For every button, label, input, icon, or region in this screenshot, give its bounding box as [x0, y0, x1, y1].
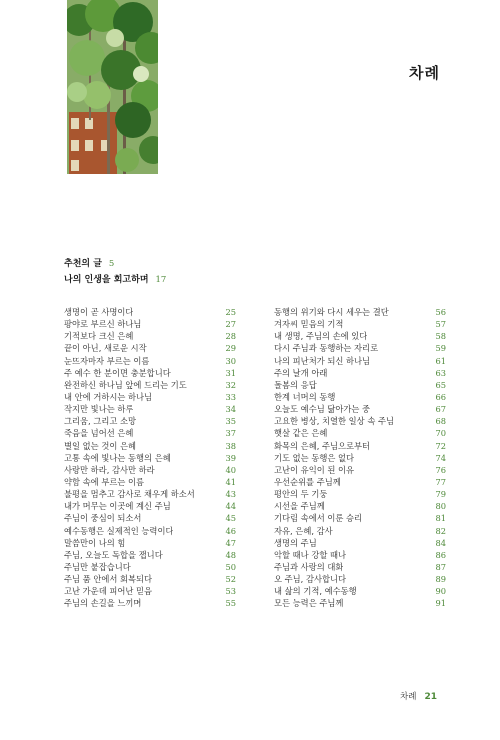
entry-page: 28 [225, 331, 236, 342]
toc-entry [64, 415, 236, 427]
entry-title: 내 삶의 기적, 예수동행 [274, 586, 357, 597]
toc-entry [64, 500, 236, 512]
entry-page: 84 [435, 537, 446, 548]
entry-title: 겨자씨 믿음의 기적 [274, 319, 344, 330]
toc-entry [274, 452, 446, 464]
toc-entry [274, 525, 446, 537]
entry-page: 31 [225, 367, 236, 378]
entry-title: 다시 주님과 동행하는 자리로 [274, 343, 379, 354]
entry-page: 70 [435, 428, 446, 439]
entry-page: 44 [225, 501, 236, 512]
toc-entry [274, 415, 446, 427]
toc-entry [64, 561, 236, 573]
entry-page: 41 [225, 476, 236, 487]
entry-title: 주님 품 안에서 회복되다 [64, 574, 153, 585]
toc-entry-foreword [64, 256, 166, 272]
entry-page: 81 [435, 513, 446, 524]
entry-page: 46 [225, 525, 236, 536]
entry-title: 주님만 붙잡습니다 [64, 561, 131, 572]
entry-title: 나의 인생을 회고하며 [64, 275, 149, 285]
entry-page: 65 [435, 379, 446, 390]
entry-page: 77 [435, 476, 446, 487]
toc-entry [64, 549, 236, 561]
entry-title: 주님이 중심이 되소서 [64, 513, 142, 524]
entry-title: 기적보다 크신 은혜 [64, 331, 134, 342]
entry-page: 80 [435, 501, 446, 512]
entry-title: 사랑만 하라, 감사만 하라 [64, 464, 155, 475]
toc-entry [64, 488, 236, 500]
intro-list [64, 256, 166, 288]
entry-page: 67 [435, 404, 446, 415]
toc-entry [64, 355, 236, 367]
entry-title: 오늘도 예수님 닮아가는 중 [274, 404, 371, 415]
entry-page: 37 [225, 428, 236, 439]
entry-page: 55 [225, 598, 236, 609]
entry-title: 모든 능력은 주님께 [274, 598, 344, 609]
entry-page: 86 [435, 549, 446, 560]
entry-page: 48 [225, 549, 236, 560]
entry-page: 53 [225, 586, 236, 597]
entry-title: 내가 머무는 이곳에 계신 주님 [64, 501, 171, 512]
toc-entry-retrospect [64, 272, 166, 288]
page-footer [400, 690, 437, 702]
toc-entry [274, 561, 446, 573]
entry-title: 생명이 곧 사명이다 [64, 307, 134, 317]
entry-title: 생명의 주님 [274, 537, 317, 548]
toc-entry [274, 573, 446, 585]
entry-title: 별일 없는 것이 은혜 [64, 440, 137, 451]
toc-entry [274, 585, 446, 597]
entry-page: 89 [435, 574, 446, 585]
entry-page: 39 [225, 452, 236, 463]
entry-page: 30 [225, 355, 236, 366]
entry-title: 내 생명, 주님의 손에 있다 [274, 331, 368, 342]
toc-entry [274, 318, 446, 330]
toc-entry [274, 476, 446, 488]
entry-title: 주 예수 한 분이면 충분합니다 [64, 367, 171, 378]
entry-page: 68 [435, 416, 446, 427]
entry-title: 기다림 속에서 이룬 승리 [274, 513, 363, 524]
entry-page: 63 [435, 367, 446, 378]
entry-page: 34 [225, 404, 236, 415]
toc-entry [274, 355, 446, 367]
entry-page: 90 [435, 586, 446, 597]
toc-entry [274, 306, 446, 318]
entry-title: 시선을 주님께 [274, 501, 325, 512]
entry-page: 38 [225, 440, 236, 451]
toc-entry [64, 525, 236, 537]
entry-title: 자유, 은혜, 감사 [274, 525, 333, 536]
entry-title: 말씀만이 나의 힘 [64, 537, 126, 548]
toc-entry [64, 573, 236, 585]
toc-entry [64, 585, 236, 597]
toc-entry [274, 597, 446, 609]
toc-entry [274, 488, 446, 500]
entry-title: 나의 피난처가 되신 하나님 [274, 355, 371, 366]
entry-title: 우선순위를 주님께 [274, 476, 341, 487]
entry-page: 43 [225, 489, 236, 500]
entry-page: 76 [435, 464, 446, 475]
entry-page: 5 [108, 259, 115, 269]
toc-entry [274, 427, 446, 439]
toc-entry [64, 597, 236, 609]
entry-page: 58 [435, 331, 446, 342]
toc-entry [64, 440, 236, 452]
toc-entry [64, 427, 236, 439]
toc-entry [64, 330, 236, 342]
entry-title: 주님과 사랑의 대화 [274, 561, 344, 572]
toc-entry [64, 512, 236, 524]
entry-title: 약함 속에 부르는 이름 [64, 476, 145, 487]
entry-title: 끝이 아닌, 새로운 시작 [64, 343, 147, 354]
entry-title: 주의 날개 아래 [274, 367, 328, 378]
entry-page: 27 [225, 319, 236, 330]
page-number: 21 [424, 692, 437, 702]
entry-page: 87 [435, 561, 446, 572]
entry-title: 죽음을 넘어선 은혜 [64, 428, 134, 439]
entry-page: 57 [435, 319, 446, 330]
entry-page: 74 [435, 452, 446, 463]
entry-page: 32 [225, 379, 236, 390]
entry-title: 동행의 위기와 다시 세우는 결단 [274, 307, 389, 317]
toc-entry [274, 367, 446, 379]
entry-title: 추천의 글 [64, 259, 102, 269]
entry-page: 17 [155, 275, 167, 285]
entry-title: 팡야로 부르신 하나님 [64, 319, 142, 330]
entry-title: 햇살 같은 은혜 [274, 428, 328, 439]
entry-page: 40 [225, 464, 236, 475]
entry-page: 72 [435, 440, 446, 451]
entry-title: 눈뜨자마자 부르는 이름 [64, 355, 150, 366]
entry-title: 고난 가운데 피어난 믿음 [64, 586, 153, 597]
entry-title: 작지만 빛나는 하루 [64, 404, 134, 415]
entry-title: 한계 너머의 동행 [274, 391, 336, 402]
toc-entry [274, 440, 446, 452]
toc-entry [64, 403, 236, 415]
toc-entry [64, 379, 236, 391]
toc-entry [274, 512, 446, 524]
entry-page: 66 [435, 391, 446, 402]
entry-page: 52 [225, 574, 236, 585]
toc-entry [64, 452, 236, 464]
entry-title: 예수동행은 실제적인 능력이다 [64, 525, 174, 536]
entry-page: 56 [435, 307, 446, 317]
toc-entry [64, 318, 236, 330]
toc-entry [64, 342, 236, 354]
toc-entry [64, 537, 236, 549]
entry-page: 59 [435, 343, 446, 354]
entry-title: 고난이 유익이 된 이유 [274, 464, 355, 475]
entry-title: 그리움, 그리고 소망 [64, 416, 137, 427]
toc-entry [64, 367, 236, 379]
entry-page: 29 [225, 343, 236, 354]
entry-page: 47 [225, 537, 236, 548]
toc-entry [64, 464, 236, 476]
toc-entry [274, 330, 446, 342]
entry-title: 기도 없는 동행은 없다 [274, 452, 355, 463]
toc-column-right [274, 306, 446, 610]
entry-page: 91 [435, 598, 446, 609]
footer-section-label: 차례 [400, 692, 417, 702]
cover-painting [67, 0, 158, 174]
toc-entry [274, 391, 446, 403]
entry-page: 33 [225, 391, 236, 402]
entry-title: 오 주님, 감사합니다 [274, 574, 347, 585]
toc-entry [274, 342, 446, 354]
entry-title: 불평을 멈추고 감사로 채우게 하소서 [64, 489, 195, 500]
entry-title: 주님의 손길을 느끼며 [64, 598, 142, 609]
entry-title: 고요한 병상, 치열한 일상 속 주님 [274, 416, 395, 427]
toc-entry [274, 537, 446, 549]
entry-title: 내 안에 거하시는 하나님 [64, 391, 153, 402]
entry-title: 완전하신 하나님 앞에 드리는 기도 [64, 379, 187, 390]
entry-page: 35 [225, 416, 236, 427]
toc-entry [64, 306, 236, 318]
toc-entry [274, 379, 446, 391]
toc-entry [274, 549, 446, 561]
page-title: 차례 [409, 64, 440, 82]
entry-title: 고통 속에 빛나는 동행의 은혜 [64, 452, 171, 463]
entry-page: 45 [225, 513, 236, 524]
entry-title: 돌봄의 응답 [274, 379, 317, 390]
toc-entry [274, 403, 446, 415]
entry-page: 61 [435, 355, 446, 366]
toc-entry [274, 500, 446, 512]
toc-entry [64, 476, 236, 488]
toc-entry [274, 464, 446, 476]
entry-page: 82 [435, 525, 446, 536]
entry-title: 평안의 두 기둥 [274, 489, 328, 500]
toc-entry [64, 391, 236, 403]
toc-column-left [64, 306, 236, 610]
entry-page: 25 [225, 307, 236, 317]
entry-page: 50 [225, 561, 236, 572]
entry-title: 주님, 오늘도 독합을 잽니다 [64, 549, 163, 560]
entry-title: 화목의 은혜, 주님으로부터 [274, 440, 371, 451]
entry-page: 79 [435, 489, 446, 500]
entry-title: 악할 때나 강할 때나 [274, 549, 347, 560]
